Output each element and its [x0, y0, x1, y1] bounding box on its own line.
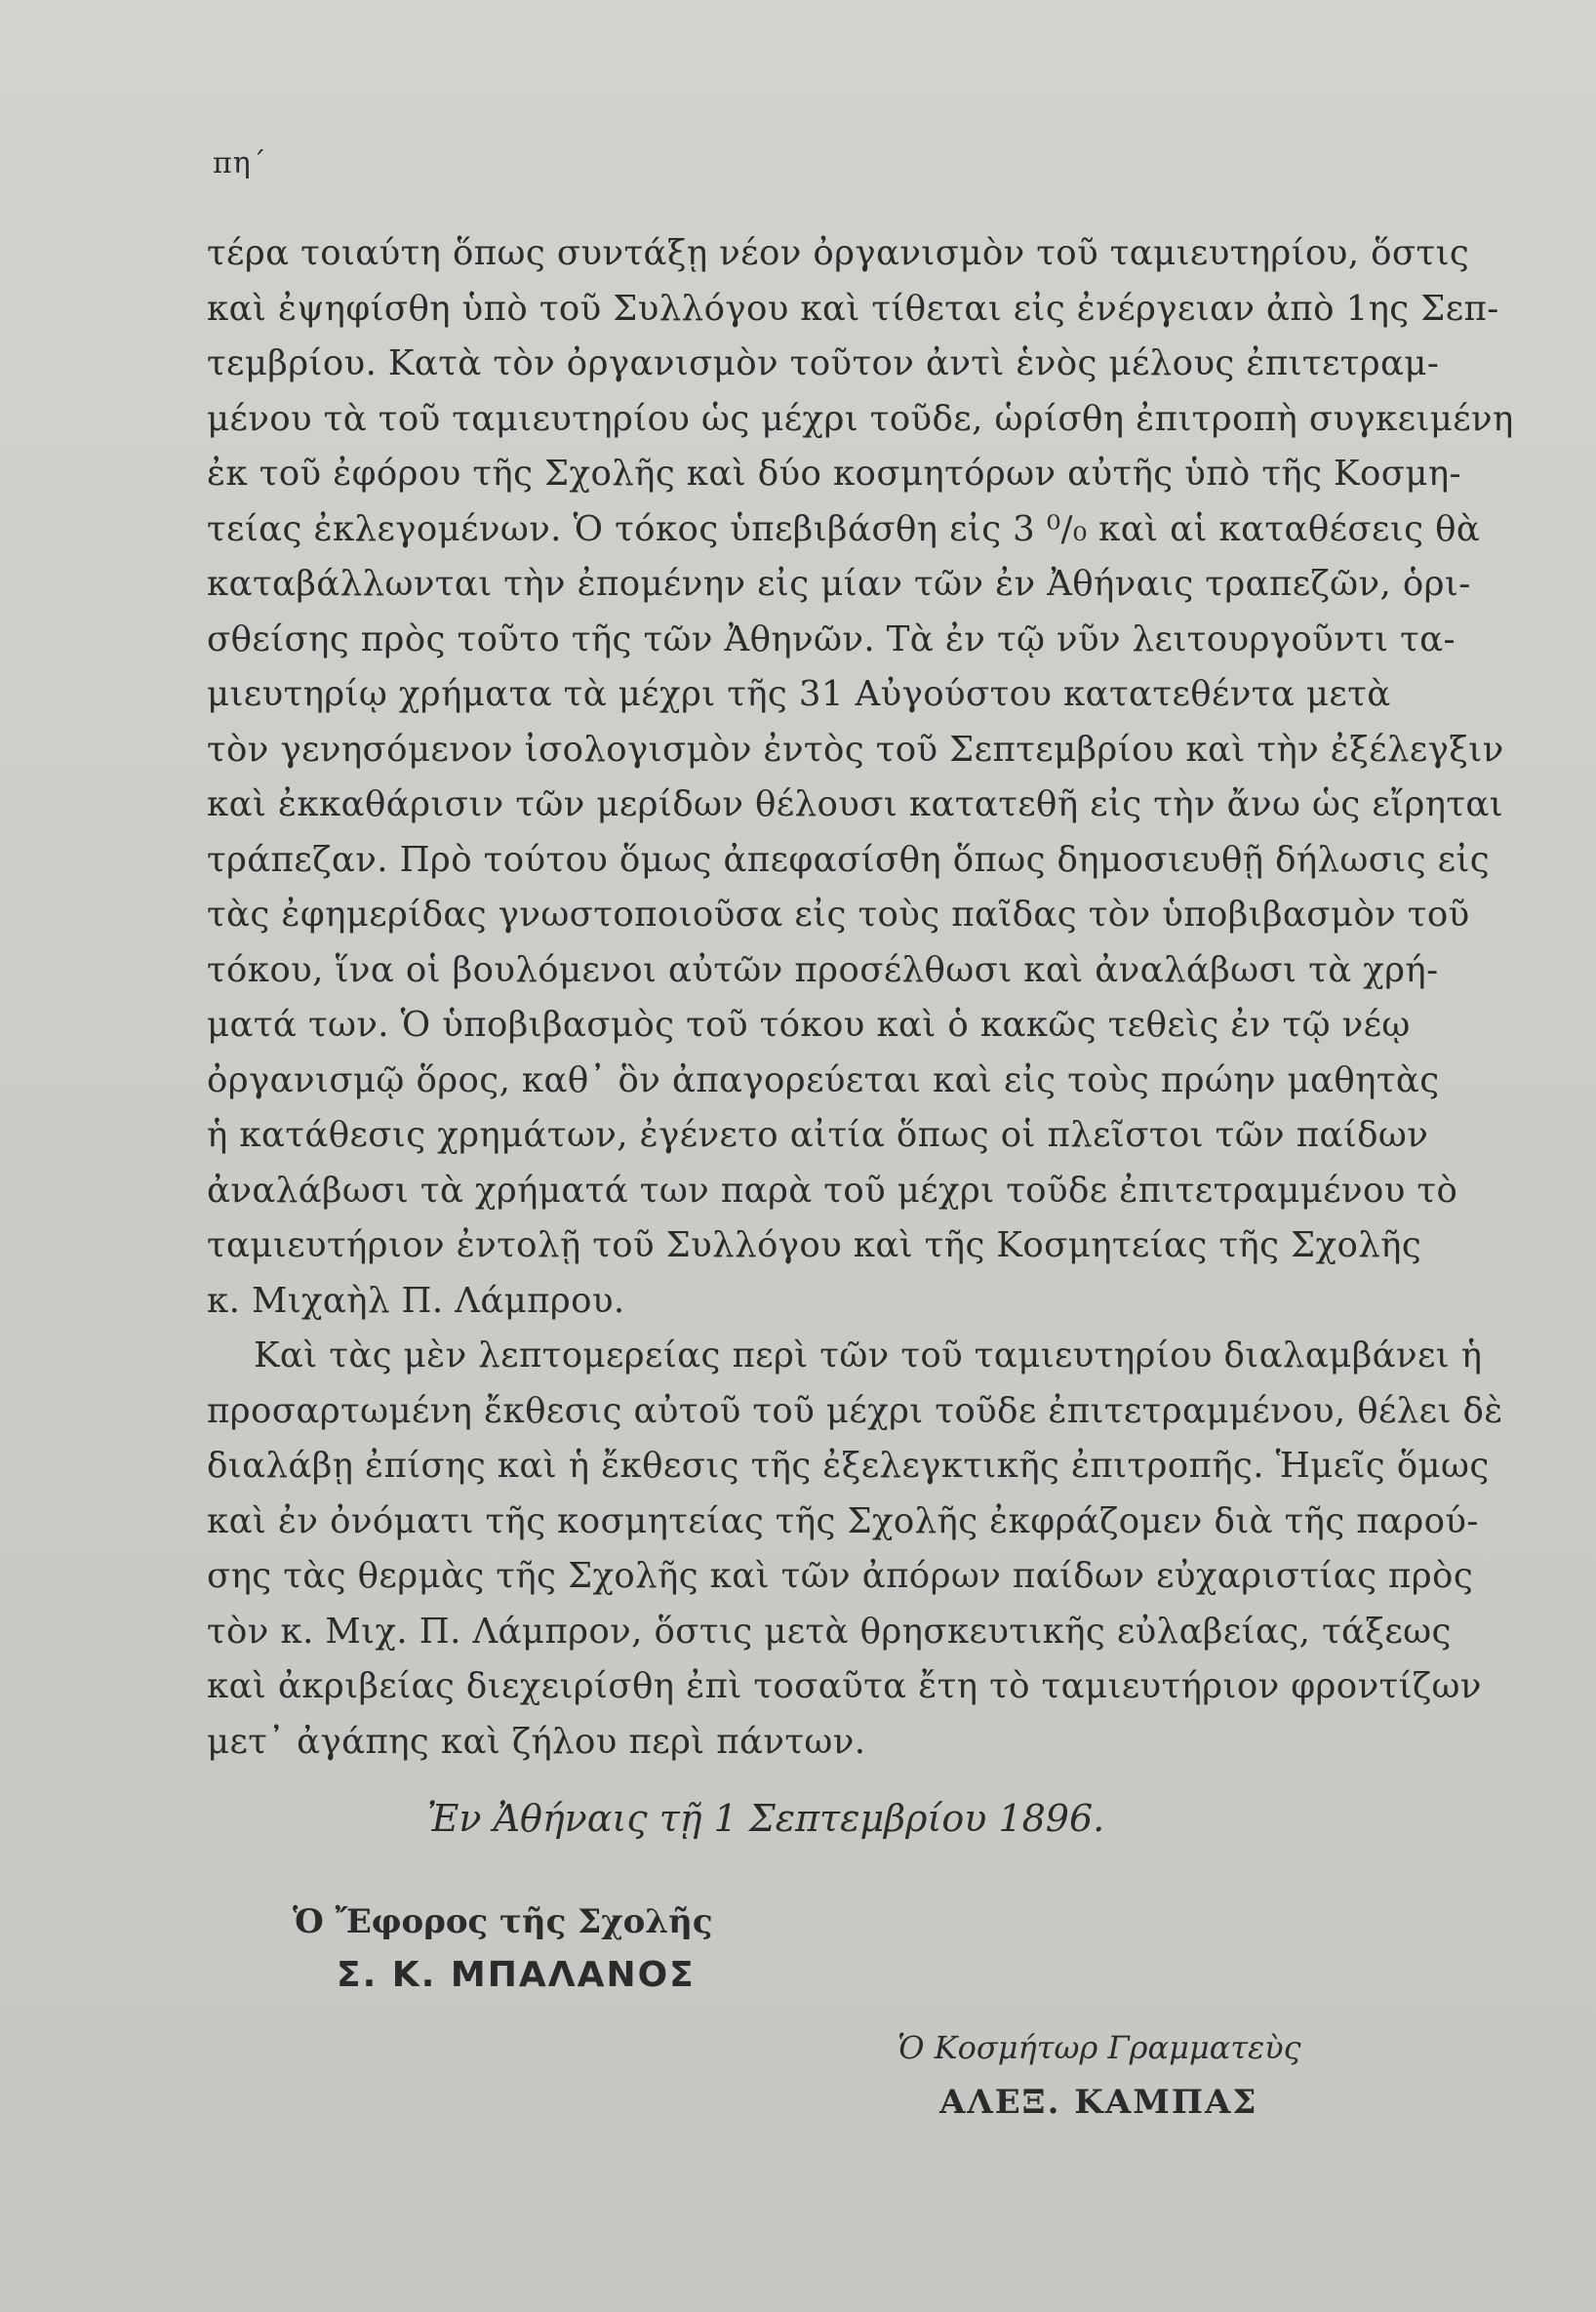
text-line: τὸν γενησόμενον ἰσολογισμὸν ἐντὸς τοῦ Σεπτεμβρίου καὶ τὴν ἐξέλεγξιν: [207, 729, 1504, 770]
text-line: μένου τὰ τοῦ ταμιευτηρίου ὡς μέχρι τοῦδε, ὡρίσθη ἐπιτροπὴ συγκειμένη: [207, 398, 1514, 439]
ephor-title: Ὁ Ἔφορος τῆς Σχολῆς: [293, 1902, 713, 1941]
date-line: Ἐν Ἀθήναις τῇ 1 Σεπτεμβρίου 1896.: [427, 1797, 1105, 1840]
text-line: διαλάβῃ ἐπίσης καὶ ἡ ἔκθεσις τῆς ἐξελεγκτικῆς ἐπιτροπῆς. Ἡμεῖς ὅμως: [207, 1446, 1490, 1486]
text-line: κ. Μιχαὴλ Π. Λάμπρου.: [207, 1280, 625, 1321]
text-line: μετ᾽ ἀγάπης καὶ ζήλου περὶ πάντων.: [207, 1721, 866, 1762]
text-line: σης τὰς θερμὰς τῆς Σχολῆς καὶ τῶν ἀπόρων παίδων εὐχαριστίας πρὸς: [207, 1556, 1474, 1596]
text-line: τείας ἐκλεγομένων. Ὁ τόκος ὑπεβιβάσθη εἰς 3 ⁰/₀ καὶ αἱ καταθέσεις θὰ: [207, 508, 1481, 549]
text-line: προσαρτωμένη ἔκθεσις αὐτοῦ τοῦ μέχρι τοῦδε ἐπιτετραμμένου, θέλει δὲ: [207, 1390, 1503, 1431]
text-line: μιευτηρίῳ χρήματα τὰ μέχρι τῆς 31 Αὐγούστου κατατεθέντα μετὰ: [207, 674, 1391, 714]
text-line: ἡ κατάθεσις χρημάτων, ἐγένετο αἰτία ὅπως οἱ πλεῖστοι τῶν παίδων: [207, 1115, 1429, 1155]
text-line: τράπεζαν. Πρὸ τούτου ὅμως ἀπεφασίσθη ὅπως δημοσιευθῇ δήλωσις εἰς: [207, 839, 1491, 880]
text-line: ἐκ τοῦ ἐφόρου τῆς Σχολῆς καὶ δύο κοσμητόρων αὐτῆς ὑπὸ τῆς Κοσμη-: [207, 454, 1461, 494]
text-line: τόκου, ἵνα οἱ βουλόμενοι αὐτῶν προσέλθωσι καὶ ἀναλάβωσι τὰ χρή-: [207, 949, 1439, 990]
text-line: καὶ ἐψηφίσθη ὑπὸ τοῦ Συλλόγου καὶ τίθεται εἰς ἐνέργειαν ἀπὸ 1ης Σεπ-: [207, 288, 1499, 329]
text-line: καὶ ἀκριβείας διεχειρίσθη ἐπὶ τοσαῦτα ἔτη τὸ ταμιευτήριον φροντίζων: [207, 1666, 1482, 1706]
text-line: καταβάλλωνται τὴν ἐπομένην εἰς μίαν τῶν ἐν Ἀθήναις τραπεζῶν, ὁρι-: [207, 564, 1471, 604]
secretary-title: Ὁ Κοσμήτωρ Γραμματεὺς: [898, 2029, 1301, 2066]
text-line: καὶ ἐν ὀνόματι τῆς κοσμητείας τῆς Σχολῆς ἐκφράζομεν διὰ τῆς παρού-: [207, 1500, 1479, 1541]
text-line: τεμβρίου. Κατὰ τὸν ὀργανισμὸν τοῦτον ἀντὶ ἑνὸς μέλους ἐπιτετραμ-: [207, 343, 1440, 383]
text-line: Καὶ τὰς μὲν λεπτομερείας περὶ τῶν τοῦ ταμιευτηρίου διαλαμβάνει ἡ: [254, 1335, 1483, 1375]
text-line: ταμιευτήριον ἐντολῇ τοῦ Συλλόγου καὶ τῆς Κοσμητείας τῆς Σχολῆς: [207, 1225, 1422, 1265]
text-line: τέρα τοιαύτη ὅπως συντάξῃ νέον ὀργανισμὸν τοῦ ταμιευτηρίου, ὅστις: [207, 233, 1470, 273]
text-line: τὸν κ. Μιχ. Π. Λάμπρον, ὅστις μετὰ θρησκευτικῆς εὐλαβείας, τάξεως: [207, 1611, 1452, 1652]
body-text: [207, 226, 1514, 1770]
ephor-name: Σ. Κ. ΜΠΑΛΑΝΟΣ: [337, 1955, 696, 1995]
text-line: ὀργανισμῷ ὅρος, καθ᾽ ὃν ἀπαγορεύεται καὶ εἰς τοὺς πρώην μαθητὰς: [207, 1059, 1440, 1100]
secretary-name: ΑΛΕΞ. ΚΑΜΠΑΣ: [939, 2083, 1258, 2122]
text-line: τὰς ἐφημερίδας γνωστοποιοῦσα εἰς τοὺς παῖδας τὸν ὑποβιβασμὸν τοῦ: [207, 895, 1470, 935]
text-line: σθείσης πρὸς τοῦτο τῆς τῶν Ἀθηνῶν. Τὰ ἐν τῷ νῦν λειτουργοῦντι τα-: [207, 618, 1456, 659]
page-number: πη΄: [213, 146, 267, 180]
text-line: ματά των. Ὁ ὑποβιβασμὸς τοῦ τόκου καὶ ὁ κακῶς τεθεὶς ἐν τῷ νέῳ: [207, 1005, 1411, 1045]
text-line: καὶ ἐκκαθάρισιν τῶν μερίδων θέλουσι κατατεθῆ εἰς τὴν ἄνω ὡς εἴρηται: [207, 784, 1504, 824]
text-line: ἀναλάβωσι τὰ χρήματά των παρὰ τοῦ μέχρι τοῦδε ἐπιτετραμμένου τὸ: [207, 1170, 1458, 1211]
